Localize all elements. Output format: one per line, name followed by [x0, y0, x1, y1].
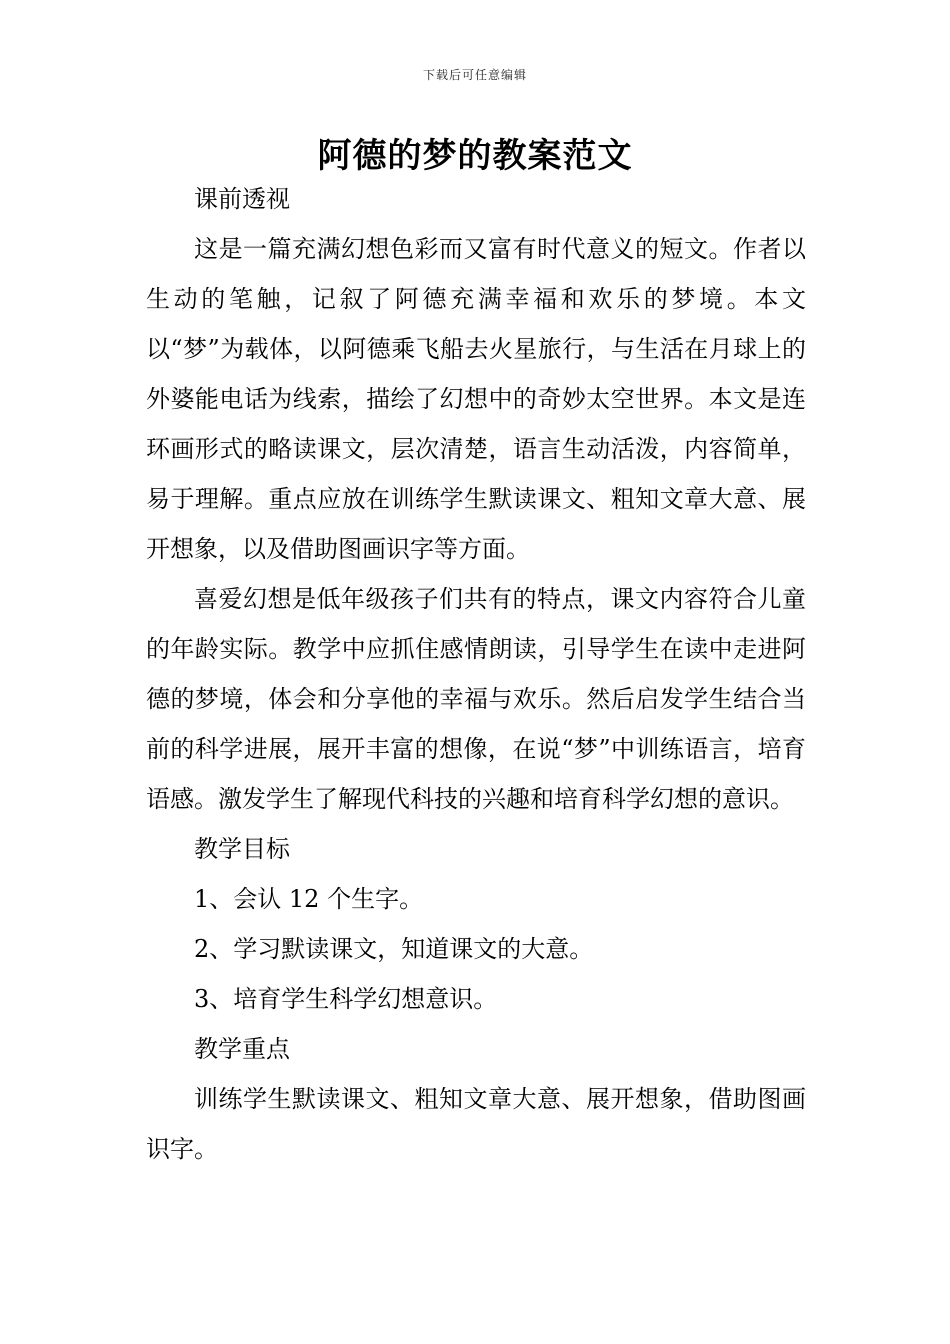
section-heading-focus: 教学重点 [194, 1035, 290, 1063]
section-heading-goals: 教学目标 [194, 835, 290, 863]
section-heading-preview: 课前透视 [194, 185, 290, 213]
goal-item-3: 3、培育学生科学幻想意识。 [194, 985, 498, 1013]
paragraph-focus: 训练学生默读课文、粗知文章大意、展开想象，借助图画识字。 [146, 1085, 806, 1163]
document-body [146, 174, 806, 1174]
paragraph-preview-2: 喜爱幻想是低年级孩子们共有的特点，课文内容符合儿童的年龄实际。教学中应抓住感情朗读，引导学生在读中走进阿德的梦境，体会和分享他的幸福与欢乐。然后启发学生结合当前的科学进展，展开丰富的想像，在说“梦”中训练语言，培育语感。激发学生了解现代科技的兴趣和培育科学幻想的意识。 [146, 585, 806, 813]
page-header-note: 下载后可任意编辑 [422, 68, 527, 82]
goal-item-1: 1、会认 12 个生字。 [194, 885, 424, 913]
document-title: 阿德的梦的教案范文 [317, 136, 633, 176]
goal-item-2: 2、学习默读课文，知道课文的大意。 [194, 935, 594, 963]
paragraph-preview-1: 这是一篇充满幻想色彩而又富有时代意义的短文。作者以生动的笔触，记叙了阿德充满幸福和欢乐的梦境。本文以“梦”为载体，以阿德乘飞船去火星旅行，与生活在月球上的外婆能电话为线索，描绘了幻想中的奇妙太空世界。本文是连环画形式的略读课文，层次清楚，语言生动活泼，内容简单，易于理解。重点应放在训练学生默读课文、粗知文章大意、展开想象，以及借助图画识字等方面。 [146, 235, 806, 563]
